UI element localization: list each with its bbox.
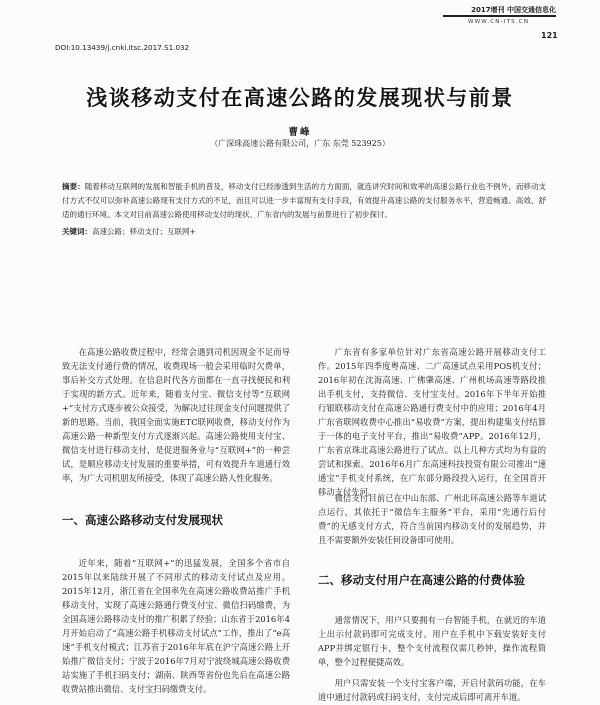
keywords-text: 高速公路；移动支付；互联网+: [92, 227, 196, 236]
section-1-paragraph: 近年来，随着“互联网+”的迅猛发展，全国多个省市自2015年以来陆续开展了不同形式的移动支付试点及应用。2015年12月，浙江省在全国率先在高速公路收费站推广手机移动支付，实现了高速公路通行费支付宝、微信扫码缴费，为全国高速公路移动支付的推广积累了经验；山东省于2016年4月开始启动了“高速公路手机移动支付试点”工作，推出了“e高速”手机支付模式；江苏省于2016年年底在沪宁高速公路上开始推广微信支付；宁波于2016年7月对宁波绕城高速公路收费站实施了手机扫码支付；湖南、陕西等省份也先后在高速公路收费站推出微信、支付宝扫码缴费支付。: [62, 558, 290, 694]
section-2-paragraph: 通常情况下，用户只要拥有一台智能手机，在就近的车道上出示付款码即可完成支付。用户在手机中下载安装好支付APP并绑定银行卡，整个支付流程仅需几秒钟，操作流程简单，整个过程便捷高效。: [318, 615, 546, 667]
section-2-paragraph: 用户只需安装一个支付宝客户端，开启付款码功能，在车道中通过付款码或扫码支付，支付完成后即可离开车道。: [318, 678, 546, 702]
author-name: 曹峰: [288, 127, 312, 138]
intro-paragraph: 在高速公路收费过程中，经常会遇到司机因现金不足而导致无法支付通行费的情况，收费现场一般会采用临时欠费单，事后补交方式处理。在信息时代各方面都在一直寻找便民和利于实现的新方式。近年来，随着支付宝、微信支付等“互联网+”支付方式逐步被公众接受，为解决过往现金支付问题提供了新的思路。当前，我国全面实施ETC联网收费，移动支付作为高速公路一种新型支付方式逐渐兴起。高速公路使用支付宝、微信支付进行移动支付，是促进服务业与“互联网+”的一种尝试，是顺应移动支付发展的重要举措，可有效提升车道通行效率，为广大司机朋友所接受，体现了高速公路人性化服务。: [62, 347, 290, 483]
running-header-site: WWW.CN-ITS.CN: [468, 19, 530, 25]
running-header-journal: 2017增刊 中国交通信息化: [471, 6, 556, 14]
abstract-label: 摘要：: [62, 182, 85, 191]
paper-title: 浅谈移动支付在高速公路的发展现状与前景: [86, 86, 514, 110]
page-number: 121: [541, 31, 558, 40]
section-1-heading: 一、高速公路移动支付发展现状: [62, 513, 223, 527]
abstract: [62, 180, 546, 222]
doi-line: DOI:10.13439/j.cnki.itsc.2017.S1.032: [55, 43, 190, 52]
abstract-text: 随着移动互联网的发展和智能手机的普及，移动支付已经渗透到生活的方方面面，就连讲究时间和效率的高速公路行业也不例外，而移动支付方式不仅可以弥补高速公路现有支付方式的不足，而且可以进一步丰富现有支付手段，有效提升高速公路的支付服务水平，营造畅通、高效、舒适的通行环境。本文对目前高速公路使用移动支付的现状、广东省内的发展与前景进行了初步探讨。: [62, 182, 547, 219]
section-2-heading: 二、移动支付用户在高速公路的付费体验: [318, 573, 525, 587]
wechat-paragraph: 微信支付目前已在中山东部、广州北环高速公路等车道试点运行，其依托于“微信车主服务”平台，采用“先通行后付费”的无感支付方式，符合当前国内移动支付的发展趋势，并且不需要额外安装任何设备即可使用。: [318, 493, 546, 545]
keywords: [62, 225, 546, 239]
keywords-label: 关键词：: [62, 227, 92, 236]
author-affiliation: （广深珠高速公路有限公司，广东 东莞 523925）: [210, 139, 390, 148]
header-rule: [443, 15, 556, 17]
guangdong-paragraph: 广东省有多家单位针对广东省高速公路开展移动支付工作。2015年四季度粤高速、二广高速试点采用POS机支付；2016年初在沈海高速、广佛肇高速、广州机场高速等路段推出手机支付，支持微信、支付宝支付。2016年下半年开始推行银联移动支付在高速公路通行费支付中的应用；2016年4月广东省联网收费中心推出“易收费”方案，提出构建集支付结算于一体的电子支付平台，推出“易收费”APP。2016年12月，广东省京珠北高速公路进行了试点。以上几种方式均为有益的尝试和探索。2016年6月广东高速科技投资有限公司推出“速通宝”手机支付系统，在广东部分路段投入运行，在全国首开移动支付先河。: [318, 347, 546, 497]
